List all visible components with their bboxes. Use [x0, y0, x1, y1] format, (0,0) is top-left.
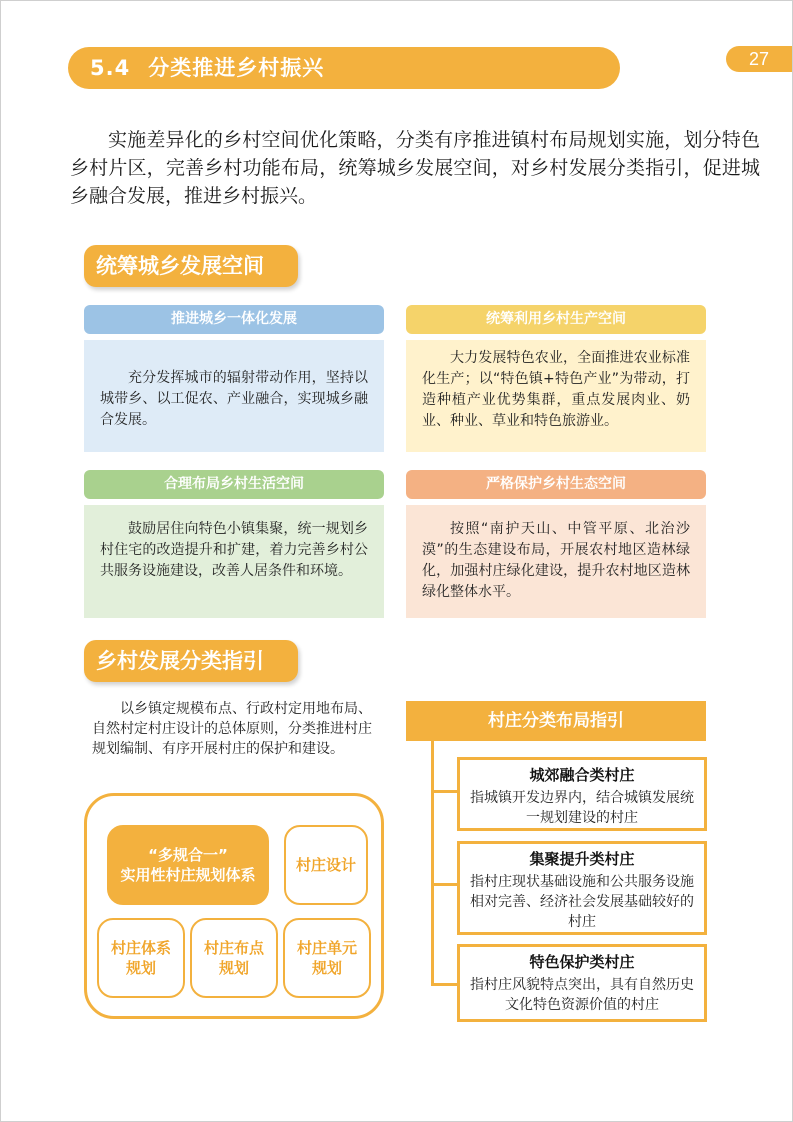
card-title-integration: 推进城乡一体化发展: [84, 305, 384, 334]
village-unit-plan-line2: 规划: [311, 959, 342, 977]
card-title-living: 合理布局乡村生活空间: [84, 470, 384, 499]
card-title-ecology: 严格保护乡村生态空间: [406, 470, 706, 499]
village-type-title: 特色保护类村庄: [529, 953, 635, 971]
village-type-protection: [457, 944, 707, 1022]
village-system-plan-line1: 村庄体系: [110, 939, 171, 957]
heading-rural-guidance: 乡村发展分类指引: [84, 640, 298, 682]
village-unit-plan-line1: 村庄单元: [296, 939, 357, 957]
page-number: 27: [726, 46, 792, 72]
village-system-plan-box: [97, 918, 185, 998]
card-text-integration: 充分发挥城市的辐射带动作用，坚持以城带乡、以工促农、产业融合，实现城乡融合发展。: [84, 340, 384, 452]
village-layout-plan-line1: 村庄布点: [203, 939, 264, 957]
village-type-suburban: [457, 757, 707, 831]
section-title: 分类推进乡村振兴: [148, 56, 325, 80]
village-type-desc: 指城镇开发边界内，结合城镇发展统一规划建设的村庄: [470, 790, 694, 826]
section-title-bar: [68, 47, 620, 89]
village-type-desc: 指村庄风貌特点突出，具有自然历史文化特色资源价值的村庄: [470, 977, 694, 1013]
card-text-living: 鼓励居住向特色小镇集聚，统一规划乡村住宅的改造提升和扩建，着力完善乡村公共服务设施建设，改善人居条件和环境。: [84, 505, 384, 618]
tree-branch-2: [431, 883, 457, 886]
village-type-agglomeration: [457, 841, 707, 935]
village-layout-plan-box: [190, 918, 278, 998]
guidance-paragraph: 以乡镇定规模布点、行政村定用地布局、自然村定村庄设计的总体原则，分类推进村庄规划编制、有序开展村庄的保护和建设。: [92, 701, 372, 757]
card-title-production: 统筹利用乡村生产空间: [406, 305, 706, 334]
planning-system-main-line2: 实用性村庄规划体系: [120, 866, 256, 884]
section-number: 5.4: [90, 56, 131, 80]
village-design-box: 村庄设计: [284, 825, 368, 905]
village-type-desc: 指村庄现状基础设施和公共服务设施相对完善、经济社会发展基础较好的村庄: [470, 874, 694, 930]
village-type-title: 城郊融合类村庄: [529, 766, 635, 784]
tree-branch-3: [431, 983, 457, 986]
card-text-production: 大力发展特色农业，全面推进农业标准化生产；以“特色镇+特色产业”为带动，打造种植产业优势集群，重点发展肉业、奶业、种业、草业和特色旅游业。: [406, 340, 706, 452]
tree-branch-1: [431, 790, 457, 793]
tree-trunk-line: [431, 741, 434, 985]
intro-paragraph: 实施差异化的乡村空间优化策略，分类有序推进镇村布局规划实施，划分特色乡村片区，完善乡村功能布局，统筹城乡发展空间，对乡村发展分类指引，促进城乡融合发展，推进乡村振兴。: [70, 129, 760, 207]
planning-system-main-line1: “多规合一”: [148, 846, 228, 864]
classification-tree-title: 村庄分类布局指引: [406, 701, 706, 741]
heading-urban-rural-space: 统筹城乡发展空间: [84, 245, 298, 287]
village-layout-plan-line2: 规划: [218, 959, 249, 977]
village-type-title: 集聚提升类村庄: [529, 850, 635, 868]
village-unit-plan-box: [283, 918, 371, 998]
card-text-ecology: 按照“南护天山、中管平原、北治沙漠”的生态建设布局，开展农村地区造林绿化，加强村庄绿化建设，提升农村地区造林绿化整体水平。: [406, 505, 706, 618]
village-system-plan-line2: 规划: [125, 959, 156, 977]
planning-system-main: [107, 825, 269, 905]
